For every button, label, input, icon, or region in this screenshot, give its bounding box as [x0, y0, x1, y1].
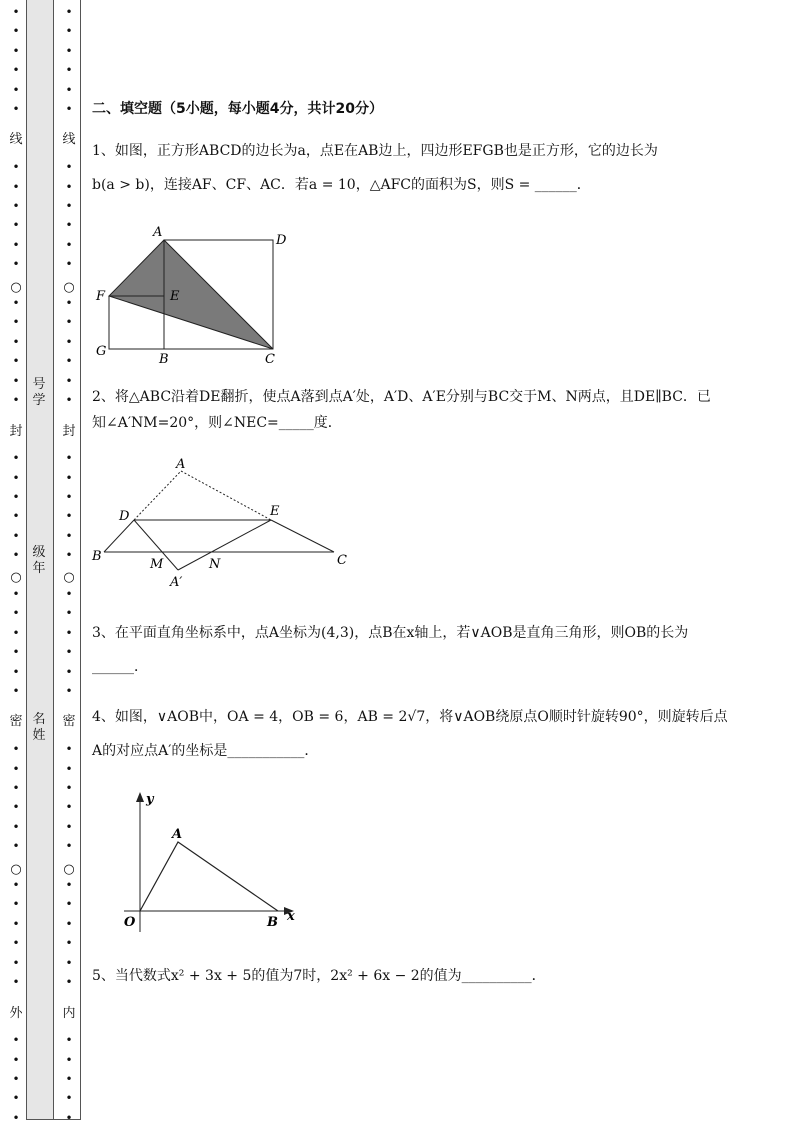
question-4: [92, 704, 742, 764]
inner-dot: •: [65, 645, 73, 659]
inner-dot: •: [65, 956, 73, 970]
outer-dot: •: [12, 878, 20, 892]
outer-dot: •: [12, 800, 20, 814]
outer-dot: •: [12, 102, 20, 116]
inner-dot: •: [65, 393, 73, 407]
outer-dot: •: [12, 160, 20, 174]
inner-dot: •: [65, 626, 73, 640]
question-4-line-2: A的对应点A′的坐标是___________．: [92, 743, 319, 759]
label-a: A: [172, 827, 183, 842]
label-d: D: [276, 233, 287, 248]
field-student-id-b: 学: [32, 393, 46, 408]
question-2: [92, 384, 742, 436]
outer-dot: •: [12, 529, 20, 543]
shaded-triangle-afc: [109, 240, 273, 349]
outer-dot: •: [12, 975, 20, 989]
inner-dot: •: [65, 354, 73, 368]
inner-circle: ○: [63, 280, 75, 295]
outer-circle: ○: [10, 862, 22, 877]
question-5-line-1: 5、当代数式x² + 3x + 5的值为7时，2x² + 6x − 2的值为__________．: [92, 968, 546, 984]
question-4-line-1: 4、如图，∨AOB中，OA = 4，OB = 6，AB = 2√7，将∨AOB绕原点O顺时针旋转90°，则旋转后点: [92, 709, 728, 725]
line-bd: [104, 520, 134, 552]
question-3-line-2: ______．: [92, 659, 148, 675]
outer-dot: •: [12, 1072, 20, 1086]
outer-dot: •: [12, 24, 20, 38]
outer-dot: •: [12, 335, 20, 349]
label-e: E: [170, 289, 180, 304]
outer-dot: •: [12, 354, 20, 368]
inner-circle: ○: [63, 862, 75, 877]
label-b: B: [92, 549, 102, 564]
outer-dot: •: [12, 296, 20, 310]
inner-dot: •: [65, 781, 73, 795]
field-name-b: 姓: [32, 728, 46, 743]
inner-label: 线: [62, 132, 76, 147]
outer-label: 外: [9, 1006, 23, 1021]
inner-dot: •: [65, 936, 73, 950]
inner-dot: •: [65, 587, 73, 601]
outer-circle: ○: [10, 570, 22, 585]
inner-dot: •: [65, 257, 73, 271]
inner-circle: ○: [63, 570, 75, 585]
margin-line: [80, 0, 81, 1120]
label-a-prime: A′: [170, 575, 183, 590]
inner-dot: •: [65, 762, 73, 776]
label-m: M: [150, 557, 164, 572]
outer-dot: •: [12, 839, 20, 853]
outer-dot: •: [12, 1033, 20, 1047]
outer-label: 封: [9, 424, 23, 439]
question-2-line-1: 2、将△ABC沿着DE翻折，使点A落到点A′处，A′D、A′E分别与BC交于M、N两点，且DE∥BC．已: [92, 389, 711, 405]
outer-dot: •: [12, 180, 20, 194]
triangle-aob: [140, 842, 278, 911]
inner-dot: •: [65, 335, 73, 349]
inner-dot: •: [65, 1033, 73, 1047]
field-name: [26, 712, 52, 744]
outer-circle: ○: [10, 280, 22, 295]
label-c: C: [337, 553, 347, 568]
inner-dot: •: [65, 5, 73, 19]
inner-dot: •: [65, 238, 73, 252]
line-ec: [271, 520, 334, 552]
label-a: A: [176, 457, 186, 472]
question-3-line-1: 3、在平面直角坐标系中，点A坐标为(4,3)，点B在x轴上，若∨AOB是直角三角形，则OB的长为: [92, 625, 689, 641]
inner-dot: •: [65, 820, 73, 834]
dotted-ae: [181, 471, 271, 520]
inner-label: 密: [62, 714, 76, 729]
question-2-line-2: 知∠A′NM=20°，则∠NEC=_____度．: [92, 415, 342, 431]
inner-dot: •: [65, 897, 73, 911]
outer-dot: •: [12, 44, 20, 58]
question-3: [92, 620, 742, 680]
label-y: y: [146, 792, 154, 807]
label-o: O: [124, 915, 136, 930]
line-a2e: [178, 520, 271, 570]
inner-dot: •: [65, 160, 73, 174]
inner-dot: •: [65, 1072, 73, 1086]
outer-dot: •: [12, 1111, 20, 1125]
outer-dot: •: [12, 374, 20, 388]
outer-dot: •: [12, 606, 20, 620]
outer-dot: •: [12, 742, 20, 756]
outer-dot: •: [12, 257, 20, 271]
outer-dot: •: [12, 1053, 20, 1067]
inner-dot: •: [65, 1091, 73, 1105]
outer-label: 密: [9, 714, 23, 729]
outer-dot: •: [12, 315, 20, 329]
binding-margin: [0, 0, 82, 1123]
label-c: C: [265, 352, 275, 367]
outer-dot: •: [12, 897, 20, 911]
inner-dot: •: [65, 742, 73, 756]
outer-dot: •: [12, 238, 20, 252]
outer-dot: •: [12, 587, 20, 601]
inner-dot: •: [65, 218, 73, 232]
inner-dot: •: [65, 548, 73, 562]
inner-label: 内: [62, 1006, 76, 1021]
label-a: A: [153, 225, 163, 240]
label-d: D: [119, 509, 130, 524]
question-1: [92, 138, 742, 198]
label-n: N: [209, 557, 221, 572]
outer-dot: •: [12, 936, 20, 950]
field-grade: [26, 545, 52, 577]
inner-dot: •: [65, 199, 73, 213]
outer-dot: •: [12, 218, 20, 232]
outer-label: 线: [9, 132, 23, 147]
question-1-line-2: b(a > b)，连接AF、CF、AC．若a = 10，△AFC的面积为S，则S = ______．: [92, 177, 591, 193]
section-title: 二、填空题（5小题，每小题4分，共计20分）: [92, 101, 383, 117]
inner-dot: •: [65, 1053, 73, 1067]
outer-dot: •: [12, 645, 20, 659]
question-5: [92, 963, 742, 989]
inner-dot: •: [65, 665, 73, 679]
outer-dot: •: [12, 63, 20, 77]
inner-dot: •: [65, 684, 73, 698]
label-f: F: [96, 289, 106, 304]
inner-dot: •: [65, 180, 73, 194]
inner-dot: •: [65, 451, 73, 465]
outer-dot: •: [12, 665, 20, 679]
outer-dot: •: [12, 626, 20, 640]
inner-dot: •: [65, 102, 73, 116]
outer-dot: •: [12, 5, 20, 19]
outer-dot: •: [12, 781, 20, 795]
question-1-line-1: 1、如图，正方形ABCD的边长为a，点E在AB边上，四边形EFGB也是正方形，它的边长为: [92, 143, 658, 159]
dotted-da: [134, 471, 181, 520]
field-grade-b: 年: [32, 561, 46, 576]
figure-squares: [92, 224, 292, 369]
label-e: E: [270, 504, 280, 519]
outer-dot: •: [12, 471, 20, 485]
label-g: G: [96, 344, 107, 359]
label-b: B: [267, 915, 278, 930]
label-x: x: [287, 909, 295, 924]
inner-dot: •: [65, 374, 73, 388]
inner-dot: •: [65, 917, 73, 931]
outer-dot-column: [9, 0, 23, 1123]
label-b: B: [159, 352, 169, 367]
outer-dot: •: [12, 917, 20, 931]
inner-dot: •: [65, 471, 73, 485]
outer-dot: •: [12, 451, 20, 465]
inner-dot: •: [65, 975, 73, 989]
inner-dot: •: [65, 315, 73, 329]
inner-dot: •: [65, 296, 73, 310]
inner-dot: •: [65, 839, 73, 853]
inner-dot: •: [65, 63, 73, 77]
field-name-a: 名: [32, 712, 46, 727]
inner-dot: •: [65, 44, 73, 58]
outer-dot: •: [12, 83, 20, 97]
outer-dot: •: [12, 393, 20, 407]
outer-dot: •: [12, 820, 20, 834]
inner-dot: •: [65, 509, 73, 523]
outer-dot: •: [12, 684, 20, 698]
inner-dot: •: [65, 1111, 73, 1125]
inner-dot: •: [65, 83, 73, 97]
field-student-id: [26, 377, 52, 409]
inner-dot: •: [65, 529, 73, 543]
outer-dot: •: [12, 762, 20, 776]
inner-dot: •: [65, 878, 73, 892]
figure-coordinate: [110, 788, 310, 938]
inner-dot-column: [62, 0, 76, 1123]
outer-dot: •: [12, 490, 20, 504]
outer-dot: •: [12, 956, 20, 970]
outer-dot: •: [12, 1091, 20, 1105]
inner-label: 封: [62, 424, 76, 439]
outer-dot: •: [12, 548, 20, 562]
outer-dot: •: [12, 509, 20, 523]
inner-dot: •: [65, 800, 73, 814]
figure-fold: [88, 452, 360, 590]
inner-dot: •: [65, 606, 73, 620]
field-grade-a: 级: [32, 545, 46, 560]
y-arrow-icon: [136, 792, 144, 802]
inner-dot: •: [65, 24, 73, 38]
outer-dot: •: [12, 199, 20, 213]
field-student-id-a: 号: [32, 377, 46, 392]
inner-dot: •: [65, 490, 73, 504]
